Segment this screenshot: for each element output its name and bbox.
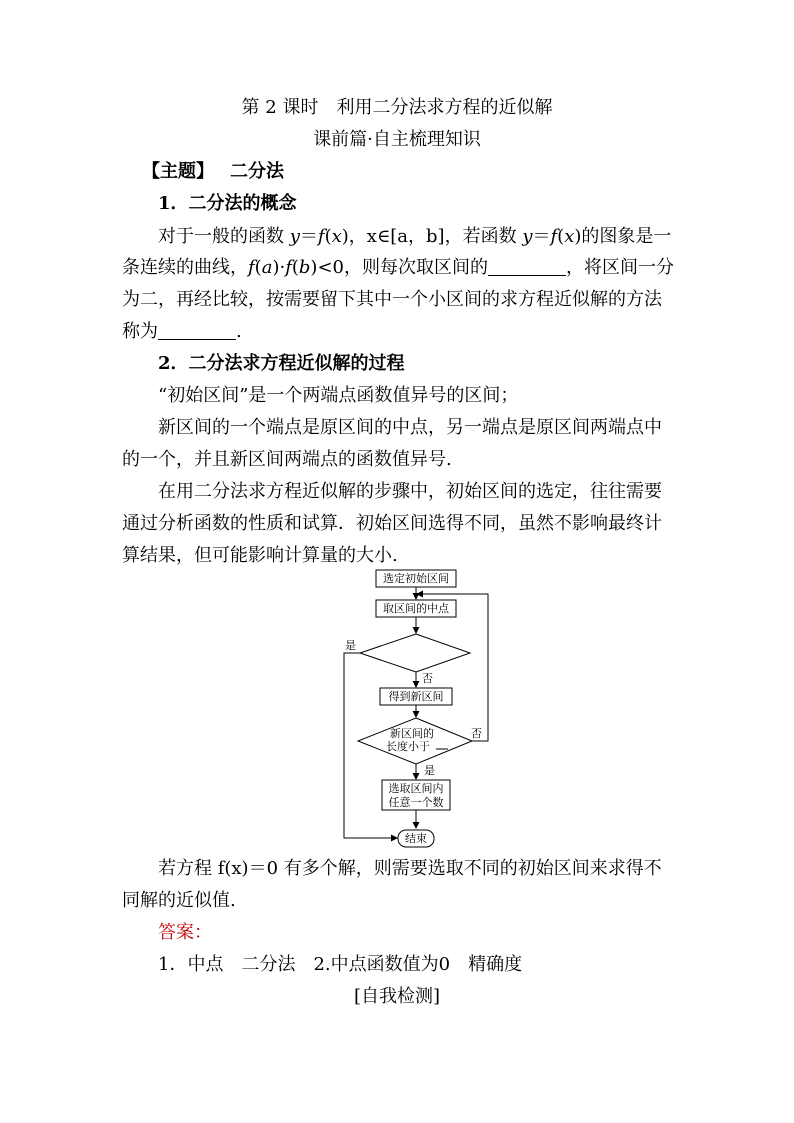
bisection-flowchart [340, 566, 492, 852]
flow-text-box1: 选定初始区间 [383, 572, 449, 585]
section2-p3-line3: 算结果，但可能影响计算量的大小. [122, 545, 398, 566]
flow-label-yes-2: 是 [424, 764, 435, 777]
formula-y-fx: y [289, 226, 300, 247]
flow-text-box4-line2: 任意一个数 [388, 796, 444, 809]
flow-label-no-2: 否 [471, 727, 482, 740]
after-line2: 同解的近似值. [122, 890, 236, 911]
text-segment: 的图象是一 [581, 226, 672, 247]
blank-1 [488, 257, 566, 276]
flow-text-box2: 取区间的中点 [383, 602, 449, 615]
section2-p2-line2: 的一个，并且新区间两端点的函数值异号. [122, 449, 452, 470]
section2-p3-line1: 在用二分法求方程近似解的步骤中，初始区间的选定，往往需要 [158, 481, 662, 502]
flow-text-diamond2-line2: 长度小于 [386, 740, 430, 753]
section2-p3-line2: 通过分析函数的性质和试算．初始区间选得不同，虽然不影响最终计 [122, 513, 662, 534]
flow-diamond-1 [360, 634, 470, 672]
flow-label-yes-1: 是 [345, 639, 356, 652]
topic-label: 【主题】 [142, 161, 214, 182]
section2-p2-line1: 新区间的一个端点是原区间的中点，另一端点是原区间两端点中 [158, 417, 662, 438]
answers-label: 答案： [158, 922, 212, 943]
text-segment: ，x∈[a，b]，若函数 [348, 226, 517, 247]
flow-label-no-1: 否 [422, 672, 433, 685]
section2-p1: “初始区间”是一个两端点函数值异号的区间； [158, 385, 519, 406]
section1-line4 [122, 320, 242, 344]
topic-name: 二分法 [230, 161, 284, 182]
page-subtitle: 课前篇·自主梳理知识 [313, 129, 481, 150]
flow-text-end: 结束 [405, 832, 427, 845]
text-segment: 称为 [122, 321, 158, 342]
text-segment: ，将区间一分 [565, 257, 674, 278]
formula-product: f(a)·f(b)<0 [248, 257, 344, 278]
topic-heading [142, 160, 284, 184]
section1-heading: 1．二分法的概念 [158, 193, 297, 214]
text-segment: ，则每次取区间的 [343, 257, 488, 278]
section1-line1: 对于一般的函数 y＝f(x)，x∈[a，b]，若函数 y＝f(x)的图象是一 [158, 226, 672, 247]
flow-text-diamond2-line1: 新区间的 [390, 727, 434, 740]
section1-line2 [122, 256, 674, 280]
text-segment: 条连续的曲线， [122, 257, 248, 278]
flow-text-box4-line1: 选取区间内 [388, 782, 444, 795]
section2-heading: 2．二分法求方程近似解的过程 [158, 353, 405, 374]
formula-y-fx-2: y [522, 226, 533, 247]
flow-text-box3: 得到新区间 [388, 690, 444, 703]
answers-content: 1．中点 二分法 2.中点函数值为0 精确度 [158, 954, 523, 975]
text-segment: 对于一般的函数 [158, 226, 284, 247]
blank-2 [158, 321, 236, 340]
self-check-heading: [自我检测] [353, 986, 441, 1007]
after-line1: 若方程 f(x)＝0 有多个解，则需要选取不同的初始区间来求得不 [158, 858, 662, 879]
text-segment: . [236, 321, 242, 342]
page-title: 第 2 课时 利用二分法求方程的近似解 [241, 97, 553, 118]
section1-line3: 为二，再经比较，按需要留下其中一个小区间的求方程近似解的方法 [122, 289, 662, 310]
